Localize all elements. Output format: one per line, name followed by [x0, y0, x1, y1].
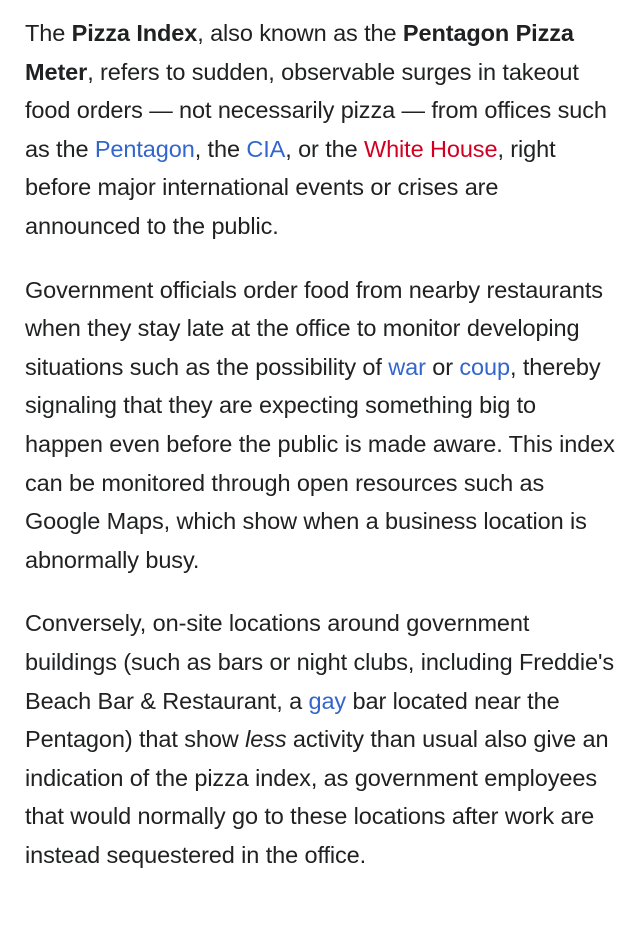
text-run: , or the	[285, 135, 364, 162]
link-pentagon[interactable]: Pentagon	[94, 135, 195, 162]
paragraph-conversely	[25, 604, 618, 874]
text-run: , thereby signaling that they are expecting something big to happen even before the public is made aware. This index can be monitored through open resources such as Google Maps, which show when a business location is abnormally busy.	[25, 353, 615, 573]
emphasis-less: less	[245, 726, 287, 753]
text-run: activity than usual also give an indication of the pizza index, as government employees that would normally go to these locations after work are instead sequestered in the office.	[25, 726, 609, 868]
link-white-house[interactable]: White House	[364, 135, 498, 162]
term-pentagon-pizza-meter: Pentagon Pizza Meter	[25, 20, 574, 85]
paragraph-government-officials	[25, 271, 618, 580]
link-gay[interactable]: gay	[308, 687, 347, 714]
text-run: Government officials order food from nearby restaurants when they stay late at the office to monitor developing situations such as the possibility of	[25, 276, 603, 380]
text-run: , also known as the	[197, 20, 403, 46]
text-run: bar located near the Pentagon) that show	[25, 687, 560, 753]
paragraph-intro	[25, 14, 618, 246]
text-run: or	[425, 353, 460, 380]
text-run: , right before major international events or crises are announced to the public.	[25, 135, 556, 239]
text-run: The	[25, 20, 72, 46]
link-cia[interactable]: CIA	[246, 135, 286, 162]
link-war[interactable]: war	[388, 353, 426, 380]
text-run: , the	[194, 135, 247, 162]
text-run: , refers to sudden, observable surges in takeout food orders — not necessarily pizza — from offices such as the	[25, 58, 607, 162]
link-coup[interactable]: coup	[459, 353, 510, 380]
term-pizza-index: Pizza Index	[71, 20, 198, 46]
text-run: Conversely, on-site locations around government buildings (such as bars or night clubs, including Freddie's Beach Bar & Restaurant, a	[25, 610, 615, 714]
